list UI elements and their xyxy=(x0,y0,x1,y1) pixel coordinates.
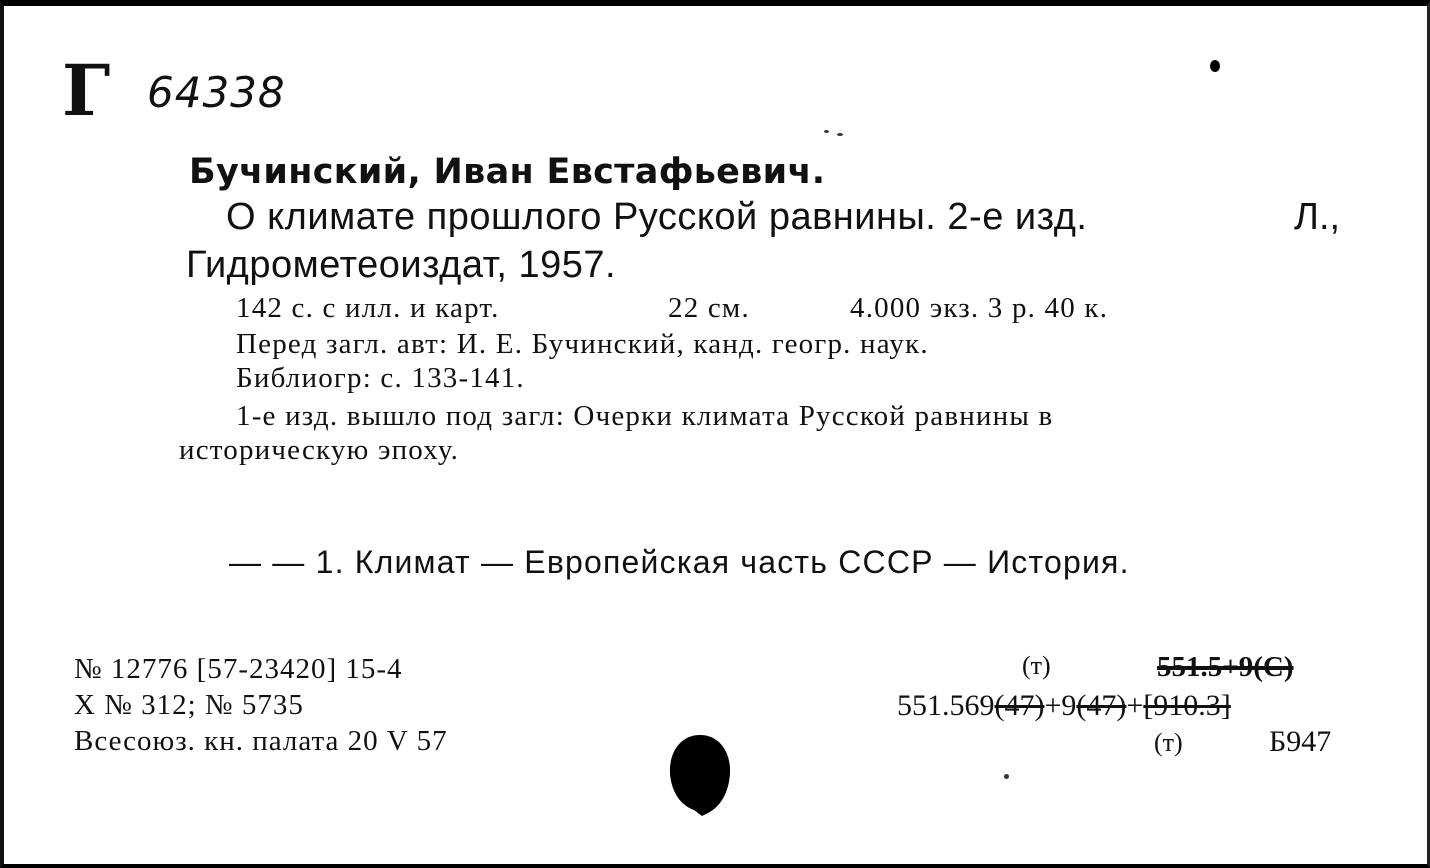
call-letter: Г xyxy=(62,49,111,132)
note-author: Перед загл. авт: И. Е. Бучинский, канд. геогр. наук. xyxy=(236,328,929,360)
registry-number: № 12776 [57-23420] 15-4 xyxy=(74,653,403,685)
call-number: 64338 xyxy=(147,68,286,117)
publication-place: Л., xyxy=(1294,196,1341,238)
ink-speck xyxy=(824,130,829,133)
class-struck-2: (47) xyxy=(1076,689,1127,722)
classification-line xyxy=(897,689,1231,723)
class-struck-3: [910.3] xyxy=(1143,689,1231,722)
ink-speck xyxy=(837,133,843,136)
pages-extent: 142 с. с илл. и карт. xyxy=(236,292,500,324)
title-line-1: О климате прошлого Русской равнины. 2-е изд. xyxy=(226,196,1088,238)
note-first-edition-cont: историческую эпоху. xyxy=(179,434,460,466)
note-first-edition: 1-е изд. вышло под загл: Очерки климата Русской равнины в xyxy=(236,400,1054,432)
class-mid: +9 xyxy=(1044,689,1077,722)
ink-dot xyxy=(1210,60,1220,72)
author-heading: Бучинский, Иван Евстафьевич. xyxy=(189,152,826,192)
print-run-price: 4.000 экз. 3 р. 40 к. xyxy=(850,292,1109,324)
title-line-2: Гидрометеоиздат, 1957. xyxy=(186,244,617,286)
mark-bottom: (т) xyxy=(1154,728,1183,757)
note-bibliography: Библиогр: с. 133-141. xyxy=(236,362,525,394)
chamber-imprint: Всесоюз. кн. палата 20 V 57 xyxy=(74,725,448,757)
registry-codes: X № 312; № 5735 xyxy=(74,689,304,721)
class-struck-1: (47) xyxy=(994,689,1045,722)
struck-classification: 551.5+9(С) xyxy=(1157,651,1294,683)
punch-hole xyxy=(668,733,732,817)
shelf-mark: Б947 xyxy=(1269,725,1332,758)
mark-top: (т) xyxy=(1022,651,1051,680)
subject-heading: — — 1. Климат — Европейская часть СССР — История. xyxy=(229,544,1130,580)
ink-speck xyxy=(1004,774,1009,779)
book-size: 22 см. xyxy=(668,292,750,324)
class-plus: + xyxy=(1126,689,1144,722)
class-main: 551.569 xyxy=(897,689,995,722)
